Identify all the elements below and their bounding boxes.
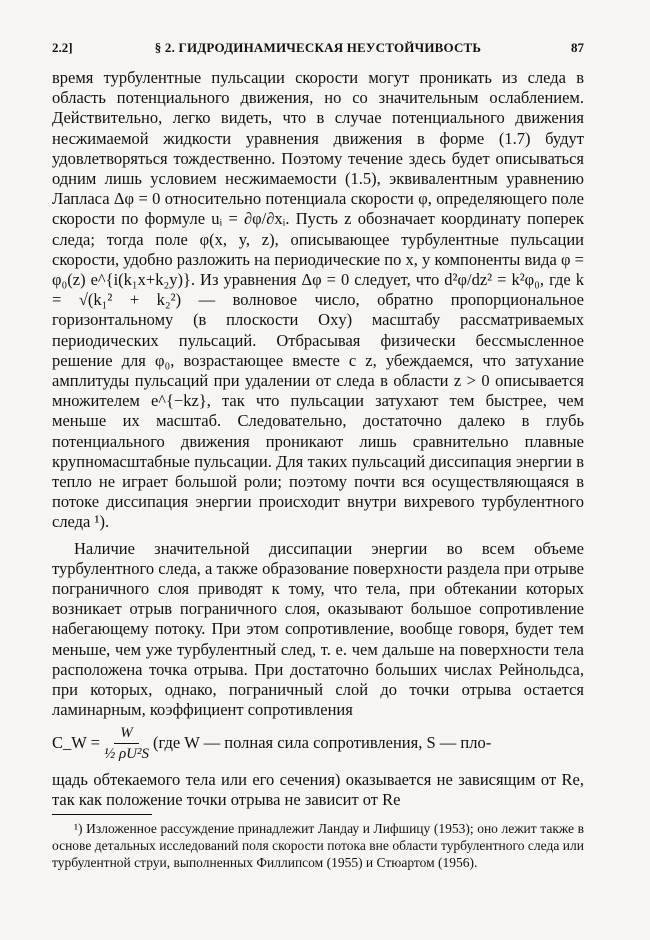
paragraph-1: время турбулентные пульсации скорости могут проникать из следа в область потенциального движения, но со значительным ослаблением. Действительно, легко видеть, что в случае потенциального движения несжимаемой жидкости уравнения движения в форме (1.7) будут удовлетворяться тождественно. Поэтому течение здесь будет описываться одним лишь условием несжимаемости (1.5), эквивалентным уравнению Лапласа Δφ = 0 относительно потенциала скорости φ, определяющего поле скорости по формуле uᵢ = ∂φ/∂xᵢ. Пусть z обозначает координату поперек следа; тогда поле φ(x, y, z), описывающее турбулентные пульсации скорости, удобно разложить на периодические по x, y компоненты вида φ = φ₀(z) e^{i(k₁x+k₂y)}. Из уравнения Δφ = 0 следует, что d²φ/dz² = k²φ₀, где k = √(k₁² + k₂²) — волновое число, обратно пропорциональное горизонтальному (в плоскости Oxy) масштабу рассматриваемых периодических пульсаций. Отбрасывая физически бессмысленное решение для φ₀, возрастающее вместе с z, убеждаемся, что затухание амплитуды пульсаций при удалении от следа в области z > 0 описывается множителем e^{−kz}, так что пульсации затухают тем быстрее, чем меньше их масштаб. Следовательно, достаточно далеко в глубь потенциального движения проникают лишь сравнительно плавные крупномасштабные пульсации. Для таких пульсаций диссипация энергии в тепло не играет большой роли; поэтому почти вся осуществляющаяся в потоке диссипация энергии происходит внутри вихревого турбулентного следа ¹). bbox=[52, 68, 584, 532]
footnote-text: ¹) Изложенное рассуждение принадлежит Ландау и Лифшицу (1953); оно лежит также в основе детальных исследований поля скорости потока вне области турбулентного следа или турбулентной струи, выполненных Филлипсом (1955) и Стюартом (1956). bbox=[52, 821, 584, 870]
page-number: 87 bbox=[571, 40, 584, 55]
formula-fraction bbox=[104, 723, 149, 764]
footnote-divider bbox=[52, 814, 152, 815]
drag-coefficient-formula bbox=[52, 723, 584, 764]
formula-lhs: C_W = bbox=[52, 733, 100, 752]
paragraph-2: Наличие значительной диссипации энергии во всем объеме турбулентного следа, а также образование поверхности раздела при отрыве пограничного слоя приводят к тому, что тела, при обтекании которых возникает отрыв пограничного слоя, оказывают большое сопротивление набегающему потоку. При этом сопротивление, вообще говоря, будет тем меньше, чем уже турбулентный след, т. е. чем дальше на поверхности тела расположена точка отрыва. При достаточно больших числах Рейнольдса, при которых, однако, пограничный слой до точки отрыва остается ламинарным, коэффициент сопротивления bbox=[52, 538, 584, 720]
formula-tail: (где W — полная сила сопротивления, S — пло- bbox=[153, 733, 492, 752]
formula-denominator: ½ ρU²S bbox=[103, 745, 149, 762]
main-text bbox=[52, 68, 584, 810]
footnote bbox=[52, 820, 584, 871]
paragraph-2-continued: щадь обтекаемого тела или его сечения) оказывается не зависящим от Re, так как положение точки отрыва не зависит от Re bbox=[52, 769, 584, 809]
running-header bbox=[52, 40, 584, 62]
chapter-title: § 2. ГИДРОДИНАМИЧЕСКАЯ НЕУСТОЙЧИВОСТЬ bbox=[154, 40, 482, 55]
formula-numerator: W bbox=[114, 723, 139, 744]
section-number: 2.2] bbox=[52, 40, 73, 55]
